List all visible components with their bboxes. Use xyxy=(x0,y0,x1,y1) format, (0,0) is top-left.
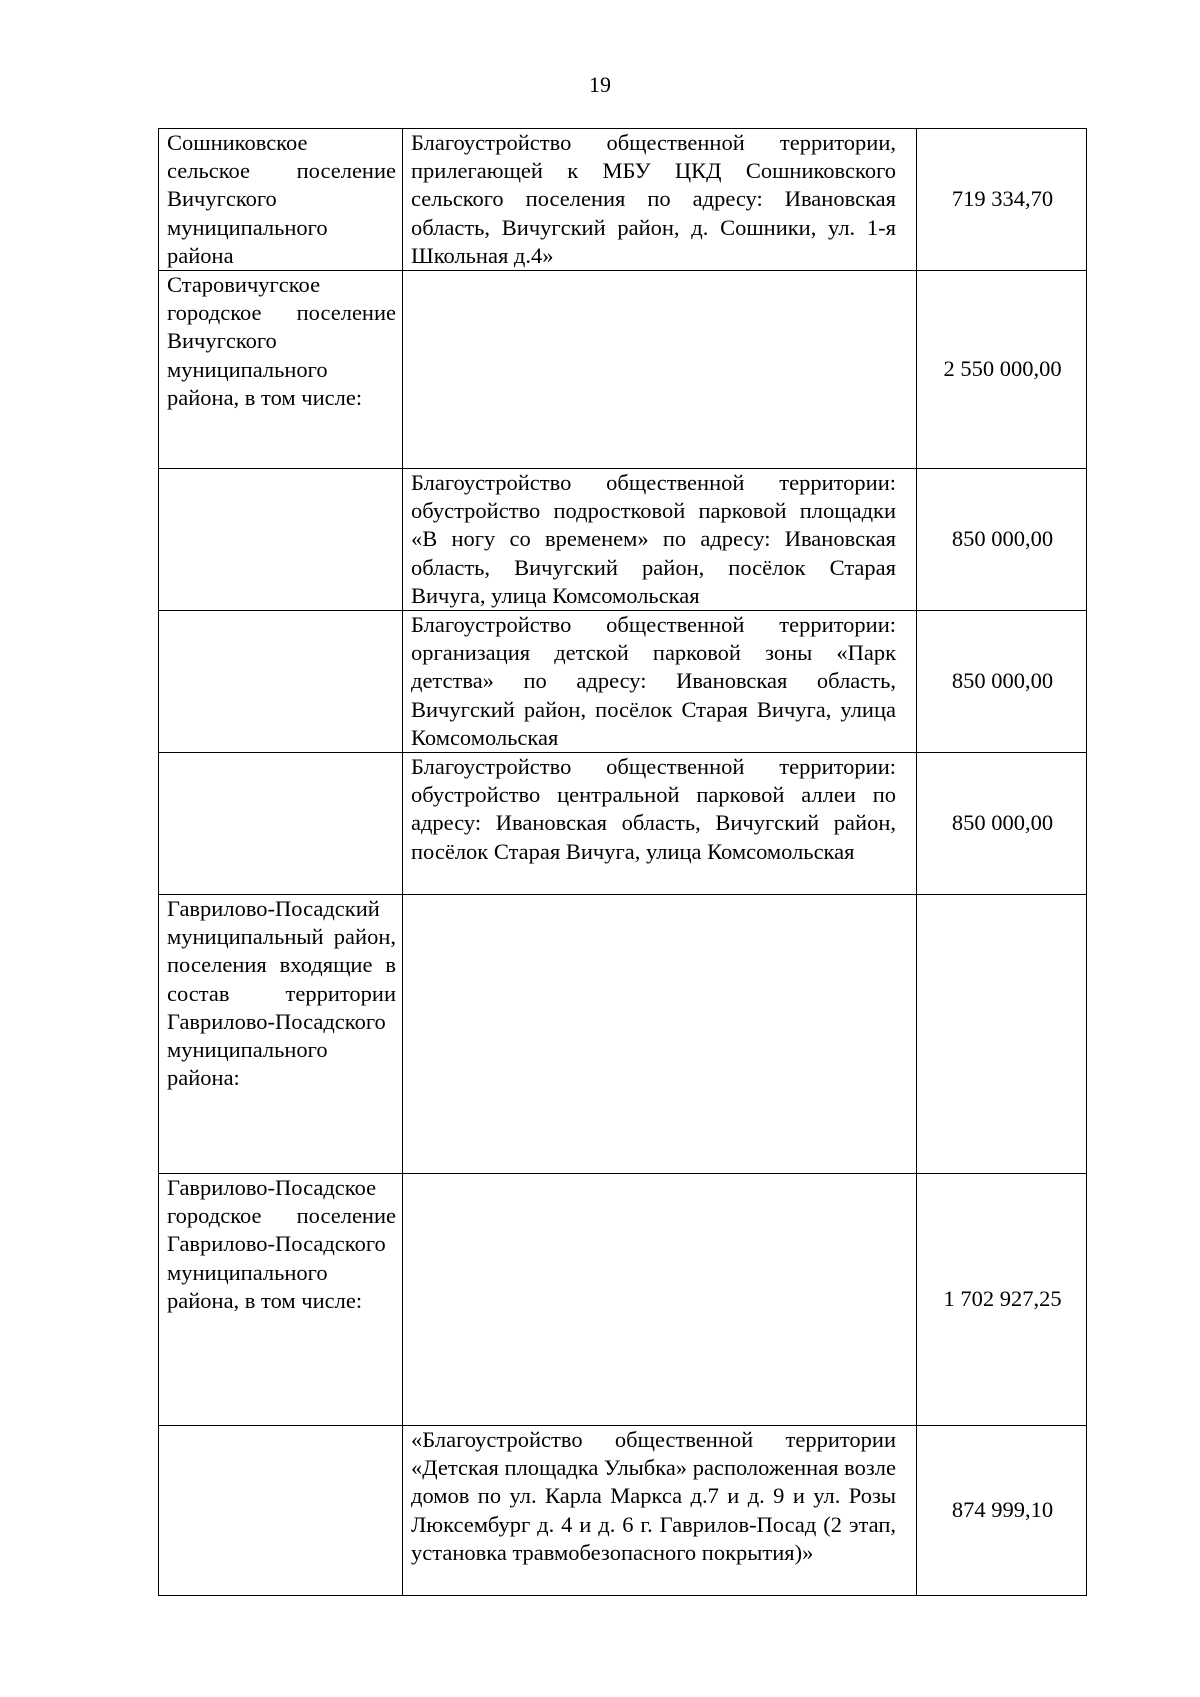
municipality-cell xyxy=(159,469,403,611)
amount-cell: 850 000,00 xyxy=(917,611,1087,753)
project-description-cell: «Благоустройство общественной территории «Детская площадка Улыбка» расположенная возле домов по ул. Карла Маркса д.7 и д. 9 и ул. Розы Люксембург д. 4 и д. 6 г. Гаврилов-Посад (2 этап, установка травмобезопасного покрытия)» xyxy=(403,1426,917,1596)
table-row xyxy=(159,469,1087,611)
amount-cell: 850 000,00 xyxy=(917,753,1087,895)
project-description-cell xyxy=(403,271,917,469)
municipality-cell xyxy=(159,611,403,753)
municipality-cell: Гаврилово-Посадское городское поселение Гаврилово-Посадского муниципального района, в том числе: xyxy=(159,1174,403,1426)
table-row xyxy=(159,1426,1087,1596)
funding-table xyxy=(158,128,1087,1596)
municipality-cell: Старовичугское городское поселение Вичугского муниципального района, в том числе: xyxy=(159,271,403,469)
project-description-cell: Благоустройство общественной территории: организация детской парковой зоны «Парк детства» по адресу: Ивановская область, Вичугский район, посёлок Старая Вичуга, улица Комсомольская xyxy=(403,611,917,753)
project-description-cell: Благоустройство общественной территории: обустройство центральной парковой аллеи по адресу: Ивановская область, Вичугский район, посёлок Старая Вичуга, улица Комсомольская xyxy=(403,753,917,895)
table-row xyxy=(159,271,1087,469)
municipality-cell: Гаврилово-Посадский муниципальный район, поселения входящие в состав территории Гаврилово-Посадского муниципального района: xyxy=(159,895,403,1174)
amount-cell xyxy=(917,895,1087,1174)
project-description-cell xyxy=(403,895,917,1174)
table-row xyxy=(159,129,1087,271)
amount-cell: 850 000,00 xyxy=(917,469,1087,611)
project-description-cell xyxy=(403,1174,917,1426)
project-description-cell: Благоустройство общественной территории: обустройство подростковой парковой площадки «В ногу со временем» по адресу: Ивановская область, Вичугский район, посёлок Старая Вичуга, улица Комсомольская xyxy=(403,469,917,611)
table-row xyxy=(159,611,1087,753)
table-row xyxy=(159,895,1087,1174)
municipality-cell xyxy=(159,753,403,895)
table-row xyxy=(159,753,1087,895)
amount-cell: 719 334,70 xyxy=(917,129,1087,271)
amount-cell: 2 550 000,00 xyxy=(917,271,1087,469)
page-number: 19 xyxy=(589,72,611,97)
amount-cell: 1 702 927,25 xyxy=(917,1174,1087,1426)
project-description-cell: Благоустройство общественной территории, прилегающей к МБУ ЦКД Сошниковского сельского поселения по адресу: Ивановская область, Вичугский район, д. Сошники, ул. 1-я Школьная д.4» xyxy=(403,129,917,271)
table-row xyxy=(159,1174,1087,1426)
municipality-cell: Сошниковское сельское поселение Вичугского муниципального района xyxy=(159,129,403,271)
municipality-cell xyxy=(159,1426,403,1596)
amount-cell: 874 999,10 xyxy=(917,1426,1087,1596)
